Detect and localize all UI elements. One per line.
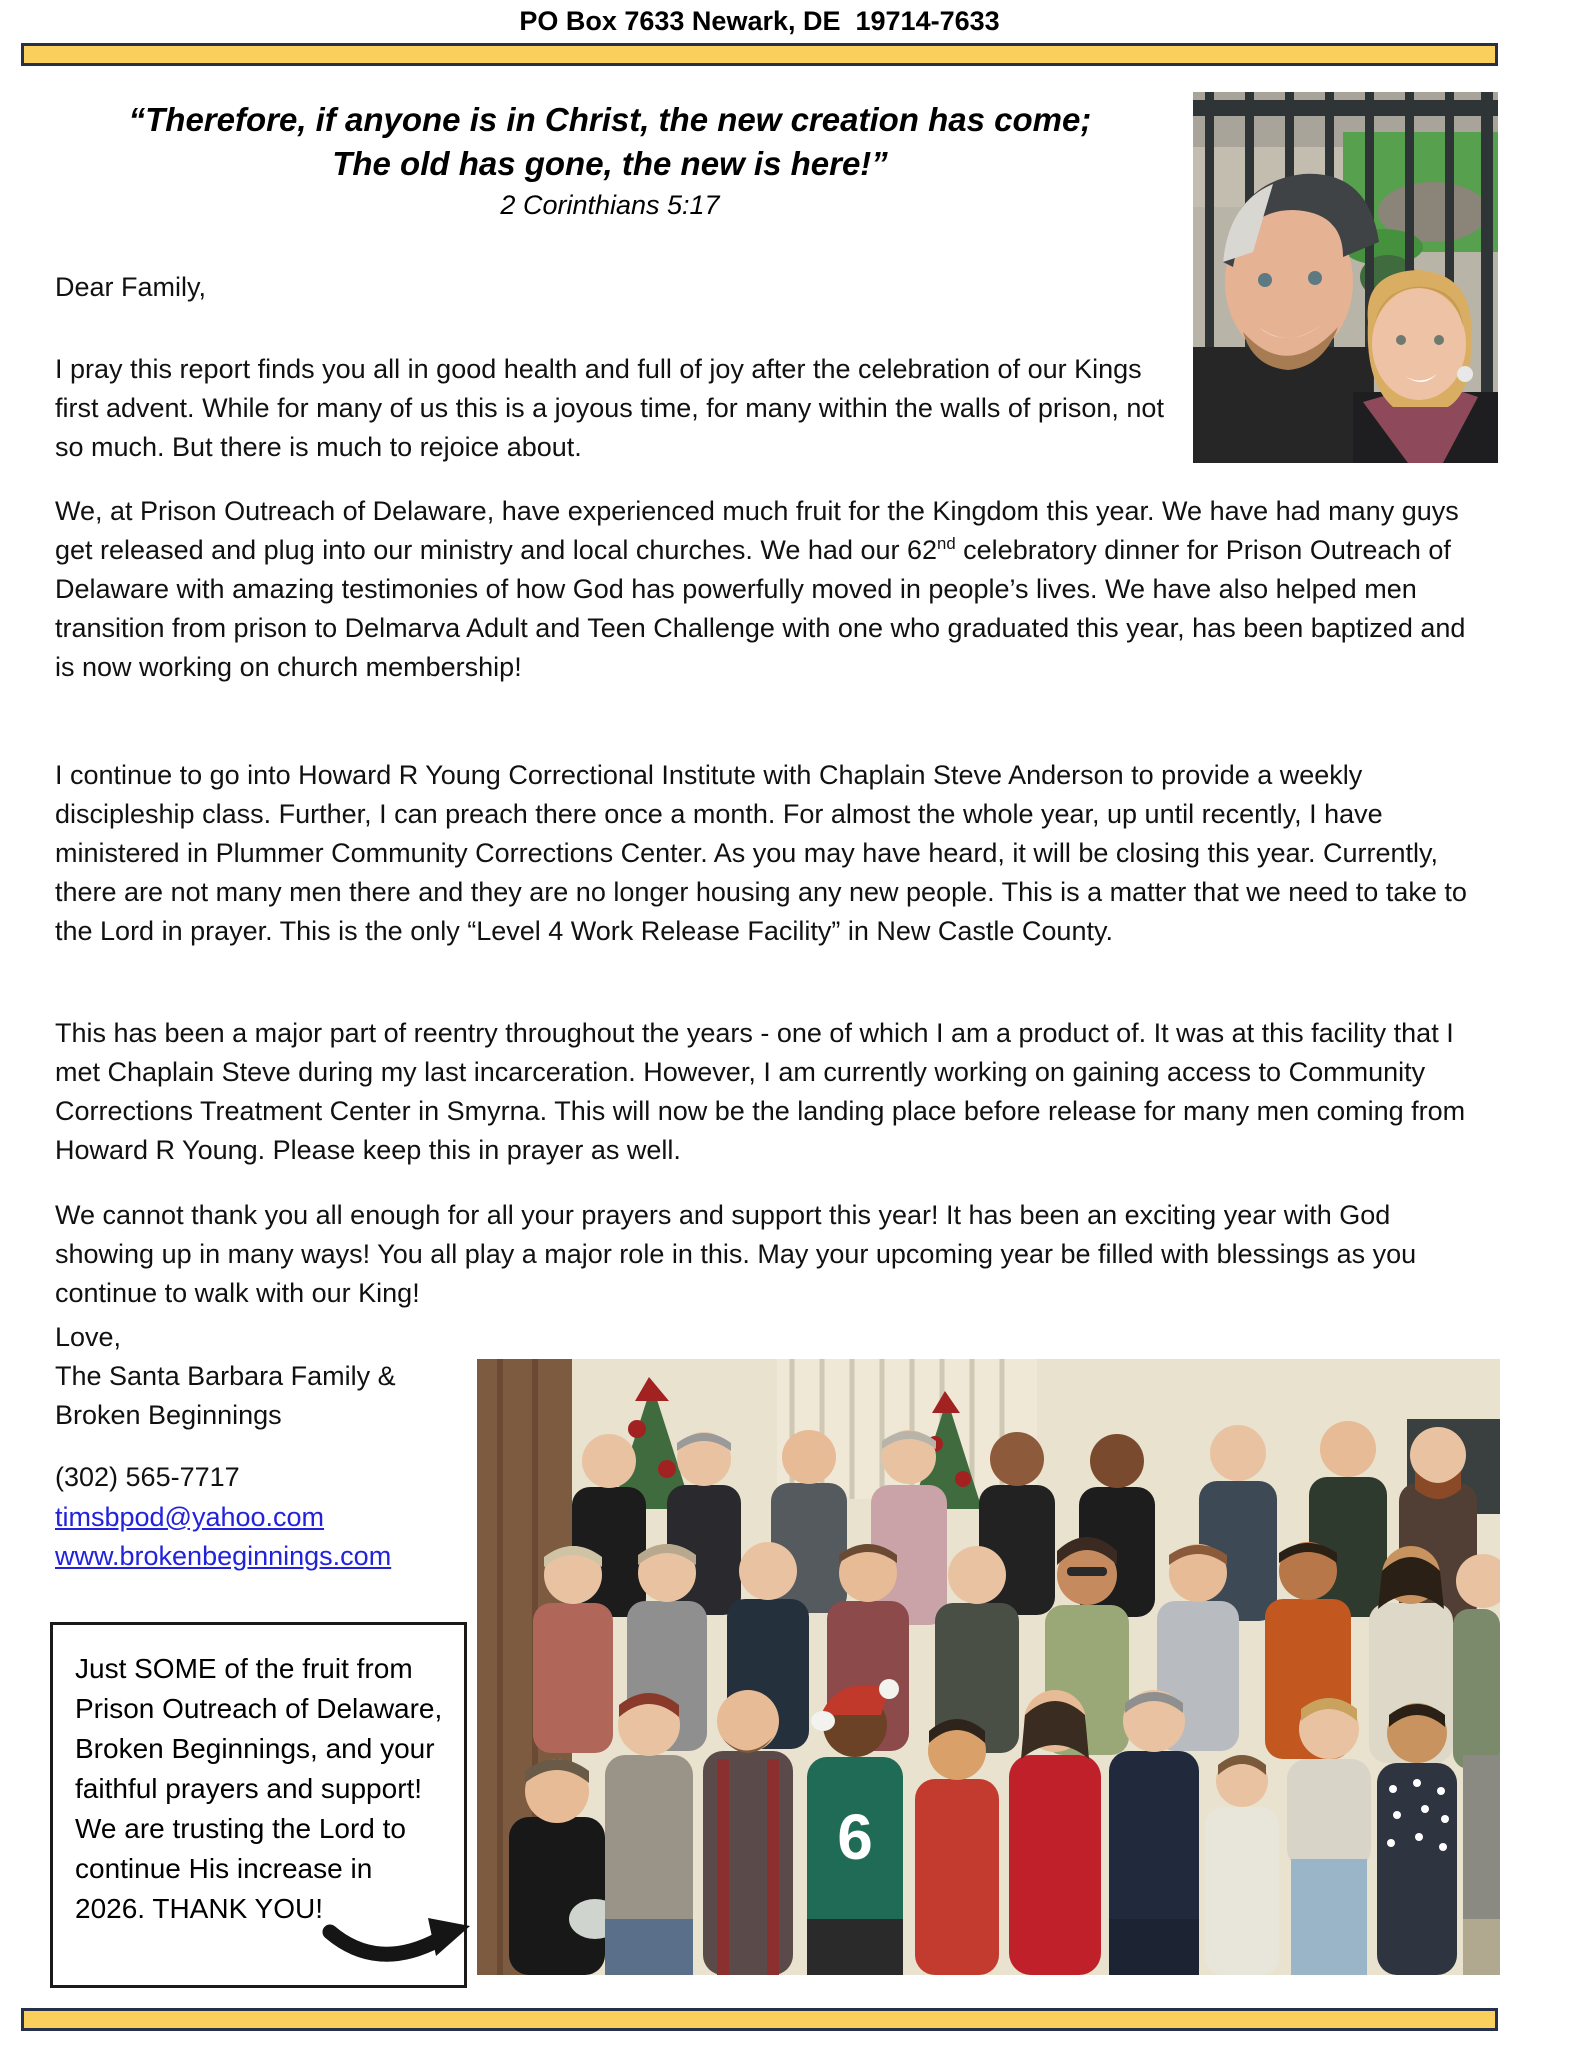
closing-signature bbox=[55, 1318, 396, 1435]
callout-line-2: We are trusting the Lord to continue His increase in 2026. THANK YOU! bbox=[75, 1813, 406, 1924]
website-link[interactable]: www.brokenbeginnings.com bbox=[55, 1541, 392, 1571]
scripture-quote bbox=[55, 98, 1165, 221]
paragraph-3: I continue to go into Howard R Young Correctional Institute with Chaplain Steve Anderson to provide a weekly discipleship class. Further, I can preach there once a month. For almost the whole year, up until recently, I have ministered in Plummer Community Corrections Center. As you may have heard, it will be closing this year. Currently, there are not many men there and they are no longer housing any new people. This is a matter that we need to take to the Lord in prayer. This is the only “Level 4 Work Release Facility” in New Castle County. bbox=[55, 760, 1467, 946]
couple-selfie-illustration bbox=[1193, 92, 1498, 463]
bottom-accent-bar bbox=[21, 2008, 1498, 2031]
paragraph-2 bbox=[55, 492, 1480, 687]
paragraph-5: We cannot thank you all enough for all your prayers and support this year! It has been an exciting year with God showing up in many ways! You all play a major role in this. May your upcoming year be filled with blessings as you continue to walk with our King! bbox=[55, 1200, 1417, 1308]
paragraph-2-continued: celebratory dinner for Prison Outreach of Delaware with amazing testimonies of how God has powerfully moved in people’s lives. We have also helped men transition from prison to Delmarva Adult and Teen Challenge with one who graduated this year, has been baptized and is now working on church membership! bbox=[55, 535, 1466, 682]
closing-love: Love, bbox=[55, 1322, 122, 1352]
quote-line-1: “Therefore, if anyone is in Christ, the new creation has come; bbox=[128, 101, 1092, 138]
signature-line-1: The Santa Barbara Family & bbox=[55, 1361, 396, 1391]
couple-selfie-photo bbox=[1193, 92, 1498, 463]
ordinal-superscript: nd bbox=[937, 534, 956, 553]
group-photo bbox=[477, 1359, 1500, 1975]
quote-reference: 2 Corinthians 5:17 bbox=[500, 190, 720, 220]
paragraph-2-text: We, at Prison Outreach of Delaware, have experienced much fruit for the Kingdom this year. We have had many guys get released and plug into our ministry and local churches. We had our 62 bbox=[55, 496, 1459, 565]
quote-line-2: The old has gone, the new is here!” bbox=[332, 145, 888, 182]
svg-text:6: 6 bbox=[837, 1801, 873, 1873]
paragraph-1: I pray this report finds you all in good health and full of joy after the celebration of our Kings first advent. While for many of us this is a joyous time, for many within the walls of prison, not so much. But there is much to rejoice about. bbox=[55, 354, 1164, 462]
phone-number: (302) 565-7717 bbox=[55, 1462, 240, 1492]
top-accent-bar bbox=[21, 43, 1498, 66]
contact-info bbox=[55, 1458, 391, 1577]
pointing-arrow-icon bbox=[322, 1896, 470, 1974]
callout-line-1: Just SOME of the fruit from Prison Outreach of Delaware, Broken Beginnings, and your faithful prayers and support! bbox=[75, 1653, 443, 1804]
paragraph-4: This has been a major part of reentry throughout the years - one of which I am a product of. It was at this facility that I met Chaplain Steve during my last incarceration. However, I am currently working on gaining access to Community Corrections Treatment Center in Smyrna. This will now be the landing place before release for many men coming from Howard R Young. Please keep this in prayer as well. bbox=[55, 1018, 1466, 1165]
signature-line-2: Broken Beginnings bbox=[55, 1400, 282, 1430]
salutation: Dear Family, bbox=[55, 272, 207, 302]
email-link[interactable]: timsbpod@yahoo.com bbox=[55, 1501, 325, 1532]
po-box-address: PO Box 7633 Newark, DE 19714-7633 bbox=[519, 6, 1000, 36]
group-photo-illustration bbox=[477, 1359, 1500, 1975]
